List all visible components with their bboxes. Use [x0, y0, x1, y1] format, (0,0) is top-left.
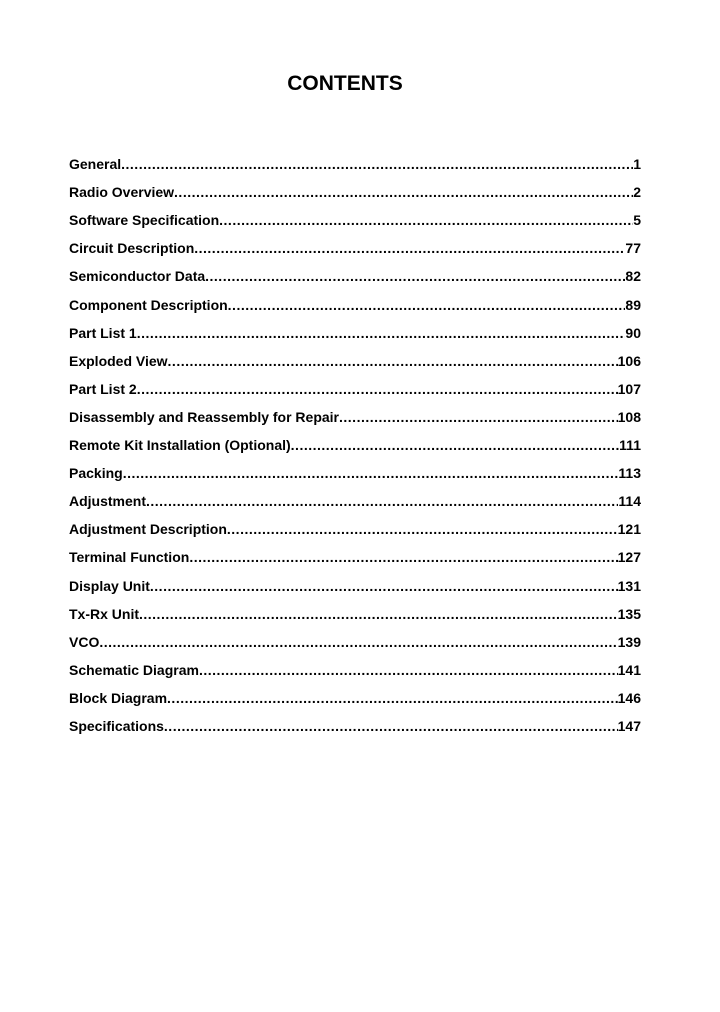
- toc-entry-label: Terminal Function: [69, 549, 190, 566]
- toc-entry-label: Disassembly and Reassembly for Repair: [69, 408, 340, 425]
- toc-leader-dots: [150, 576, 618, 596]
- toc-entry[interactable]: [69, 230, 641, 258]
- toc-entry-page: 107: [617, 380, 641, 397]
- toc-leader-dots: [139, 604, 618, 624]
- toc-leader-dots: [137, 323, 626, 343]
- toc-entry-label: Semiconductor Data: [69, 268, 206, 285]
- toc-entry-page: 147: [617, 717, 641, 734]
- toc-entry-label: Remote Kit Installation (Optional): [69, 437, 291, 454]
- toc-entry-label: Specifications: [69, 717, 164, 734]
- toc-entry[interactable]: [69, 652, 641, 680]
- toc-entry-page: 106: [617, 352, 641, 369]
- toc-entry-page: 82: [625, 268, 641, 285]
- toc-entry-label: VCO: [69, 633, 100, 650]
- toc-entry-label: Part List 2: [69, 380, 137, 397]
- toc-entry[interactable]: [69, 258, 641, 286]
- toc-entry[interactable]: [69, 680, 641, 708]
- toc-leader-dots: [121, 154, 633, 174]
- toc-entry-page: 89: [625, 296, 641, 313]
- toc-leader-dots: [189, 547, 617, 567]
- toc-entry-page: 113: [618, 465, 641, 482]
- toc-leader-dots: [205, 266, 625, 286]
- toc-entry-page: 77: [625, 240, 641, 257]
- toc-entry-page: 114: [618, 493, 641, 510]
- toc-entry[interactable]: [69, 455, 641, 483]
- toc-entry-label: Part List 1: [69, 324, 137, 341]
- toc-entry-label: Component Description: [69, 296, 228, 313]
- toc-entry-label: General: [69, 156, 122, 173]
- toc-leader-dots: [219, 210, 633, 230]
- toc-leader-dots: [228, 295, 626, 315]
- toc-leader-dots: [164, 716, 618, 736]
- toc-entry-page: 141: [617, 661, 641, 678]
- toc-leader-dots: [339, 407, 618, 427]
- toc-entry[interactable]: [69, 708, 641, 736]
- toc-leader-dots: [167, 688, 618, 708]
- toc-entry[interactable]: [69, 539, 641, 567]
- toc-entry[interactable]: [69, 286, 641, 314]
- toc-entry[interactable]: [69, 174, 641, 202]
- toc-leader-dots: [168, 351, 618, 371]
- toc-entry-page: 131: [617, 577, 641, 594]
- toc-leader-dots: [146, 491, 618, 511]
- toc-entry-label: Block Diagram: [69, 689, 168, 706]
- toc-entry-label: Exploded View: [69, 352, 168, 369]
- toc-entry[interactable]: [69, 427, 641, 455]
- toc-entry-page: 5: [633, 212, 641, 229]
- toc-entry-page: 90: [625, 324, 641, 341]
- toc-entry-label: Display Unit: [69, 577, 150, 594]
- toc-entry-label: Adjustment: [69, 493, 146, 510]
- toc-entry-page: 1: [633, 156, 641, 173]
- toc-entry-page: 111: [619, 437, 641, 454]
- toc-entry[interactable]: [69, 315, 641, 343]
- toc-leader-dots: [194, 238, 625, 258]
- toc-entry-label: Adjustment Description: [69, 521, 227, 538]
- toc-entry-page: 108: [617, 408, 641, 425]
- toc-entry[interactable]: [69, 371, 641, 399]
- toc-entry[interactable]: [69, 343, 641, 371]
- toc-leader-dots: [99, 632, 617, 652]
- toc-entry-page: 135: [617, 605, 641, 622]
- toc-leader-dots: [137, 379, 618, 399]
- toc-entry-page: 121: [617, 521, 641, 538]
- toc-entry-label: Radio Overview: [69, 184, 175, 201]
- toc-leader-dots: [123, 463, 619, 483]
- toc-leader-dots: [199, 660, 618, 680]
- toc-entry-label: Packing: [69, 465, 123, 482]
- toc-entry[interactable]: [69, 624, 641, 652]
- toc-entry[interactable]: [69, 511, 641, 539]
- toc-entry-label: Software Specification: [69, 212, 220, 229]
- toc-entry-label: Tx-Rx Unit: [69, 605, 139, 622]
- toc-entry-label: Schematic Diagram: [69, 661, 199, 678]
- toc-entry[interactable]: [69, 567, 641, 595]
- toc-entry[interactable]: [69, 146, 641, 174]
- toc-entry-page: 127: [617, 549, 641, 566]
- toc-entry[interactable]: [69, 483, 641, 511]
- toc-entry-page: 146: [617, 689, 641, 706]
- toc-entry[interactable]: [69, 399, 641, 427]
- toc-entry-page: 139: [617, 633, 641, 650]
- toc-leader-dots: [291, 435, 620, 455]
- toc-entry-page: 2: [633, 184, 641, 201]
- toc-entry[interactable]: [69, 202, 641, 230]
- toc-entry-label: Circuit Description: [69, 240, 195, 257]
- table-of-contents: [69, 146, 641, 736]
- page-title: CONTENTS: [287, 72, 403, 95]
- toc-entry[interactable]: [69, 596, 641, 624]
- toc-leader-dots: [227, 519, 618, 539]
- toc-leader-dots: [174, 182, 633, 202]
